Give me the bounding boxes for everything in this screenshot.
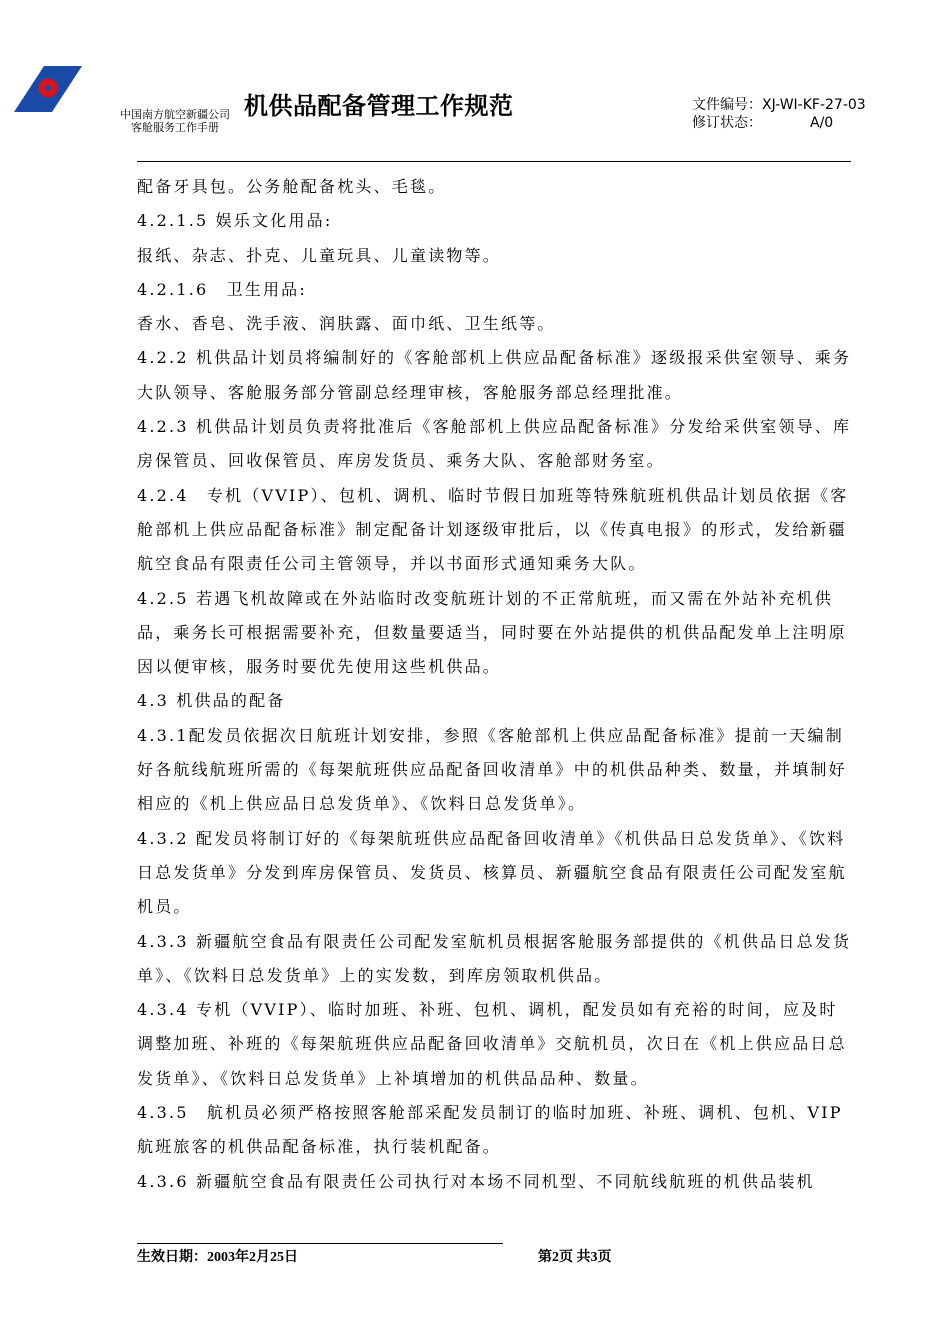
document-title: 机供品配备管理工作规范 (244, 92, 514, 120)
footer-divider (137, 1243, 503, 1244)
paragraph: 4.3.3 新疆航空食品有限责任公司配发室航机员根据客舱服务部提供的《机供品日总发货单》、《饮料日总发货单》上的实发数，到库房领取机供品。 (137, 931, 852, 985)
paragraph: 4.2.2 机供品计划员将编制好的《客舱部机上供应品配备标准》逐级报采供室领导、乘务大队领导、客舱服务部分管副总经理审核，客舱服务部总经理批准。 (137, 348, 852, 402)
paragraph: 报纸、杂志、扑克、儿童玩具、儿童读物等。 (137, 245, 502, 265)
doc-number-label: 文件编号： (692, 97, 762, 113)
company-line-2: 客舱服务工作手册 (131, 121, 219, 134)
revision-label: 修订状态： (692, 115, 762, 131)
company-line-1: 中国南方航空新疆公司 (120, 108, 230, 121)
header-divider (137, 161, 851, 162)
revision-row (692, 114, 866, 132)
paragraph: 4.2.5 若遇飞机故障或在外站临时改变航班计划的不正常航班，而又需在外站补充机供品，乘务长可根据需要补充，但数量要适当，同时要在外站提供的机供品配发单上注明原因以便审核，服务时要优先使用这些机供品。 (137, 588, 847, 677)
paragraph: 4.2.1.6 卫生用品: (137, 279, 307, 299)
china-southern-logo (14, 66, 82, 112)
document-body (137, 170, 852, 1199)
page-number: 第2页 共3页 (538, 1250, 612, 1265)
paragraph: 4.3.5 航机员必须严格按照客舱部采配发员制订的临时加班、补班、调机、包机、VIP航班旅客的机供品配备标准，执行装机配备。 (137, 1103, 843, 1157)
doc-number-value: XJ-WI-KF-27-03 (762, 97, 866, 113)
paragraph: 4.3.1配发员依据次日航班计划安排，参照《客舱部机上供应品配备标准》提前一天编制好各航线航班所需的《每架航班供应品配备回收清单》中的机供品种类、数量，并填制好相应的《机上供应品日总发货单》、《饮料日总发货单》。 (137, 725, 847, 814)
paragraph: 4.2.4 专机（VVIP）、包机、调机、临时节假日加班等特殊航班机供品计划员依据《客舱部机上供应品配备标准》制定配备计划逐级审批后，以《传真电报》的形式，发给新疆航空食品有限责任公司主管领导，并以书面形式通知乘务大队。 (137, 485, 849, 574)
paragraph: 4.3.6 新疆航空食品有限责任公司执行对本场不同机型、不同航线航班的机供品装机 (137, 1171, 815, 1191)
paragraph: 配备牙具包。公务舱配备枕头、毛毯。 (137, 177, 447, 196)
effective-date: 生效日期：2003年2月25日 (137, 1250, 298, 1265)
doc-number-row (692, 96, 866, 114)
paragraph: 4.2.3 机供品计划员负责将批准后《客舱部机上供应品配备标准》分发给采供室领导、库房保管员、回收保管员、库房发货员、乘务大队、客舱部财务室。 (137, 417, 852, 471)
document-meta (692, 96, 866, 132)
paragraph: 4.2.1.5 娱乐文化用品: (137, 211, 333, 231)
paragraph: 4.3.2 配发员将制订好的《每架航班供应品配备回收清单》《机供品日总发货单》、《饮料日总发货单》分发到库房保管员、发货员、核算员、新疆航空食品有限责任公司配发室航机员。 (137, 828, 847, 917)
section-heading: 4.3 机供品的配备 (137, 691, 286, 711)
company-name (120, 108, 230, 134)
revision-value: A/0 (810, 115, 834, 131)
paragraph: 香水、香皂、洗手液、润肤露、面巾纸、卫生纸等。 (137, 314, 556, 334)
paragraph: 4.3.4 专机（VVIP）、临时加班、补班、包机、调机，配发员如有充裕的时间，应及时调整加班、补班的《每架航班供应品配备回收清单》交航机员，次日在《机上供应品日总发货单》、《饮料日总发货单》上补填增加的机供品品种、数量。 (137, 1000, 847, 1088)
